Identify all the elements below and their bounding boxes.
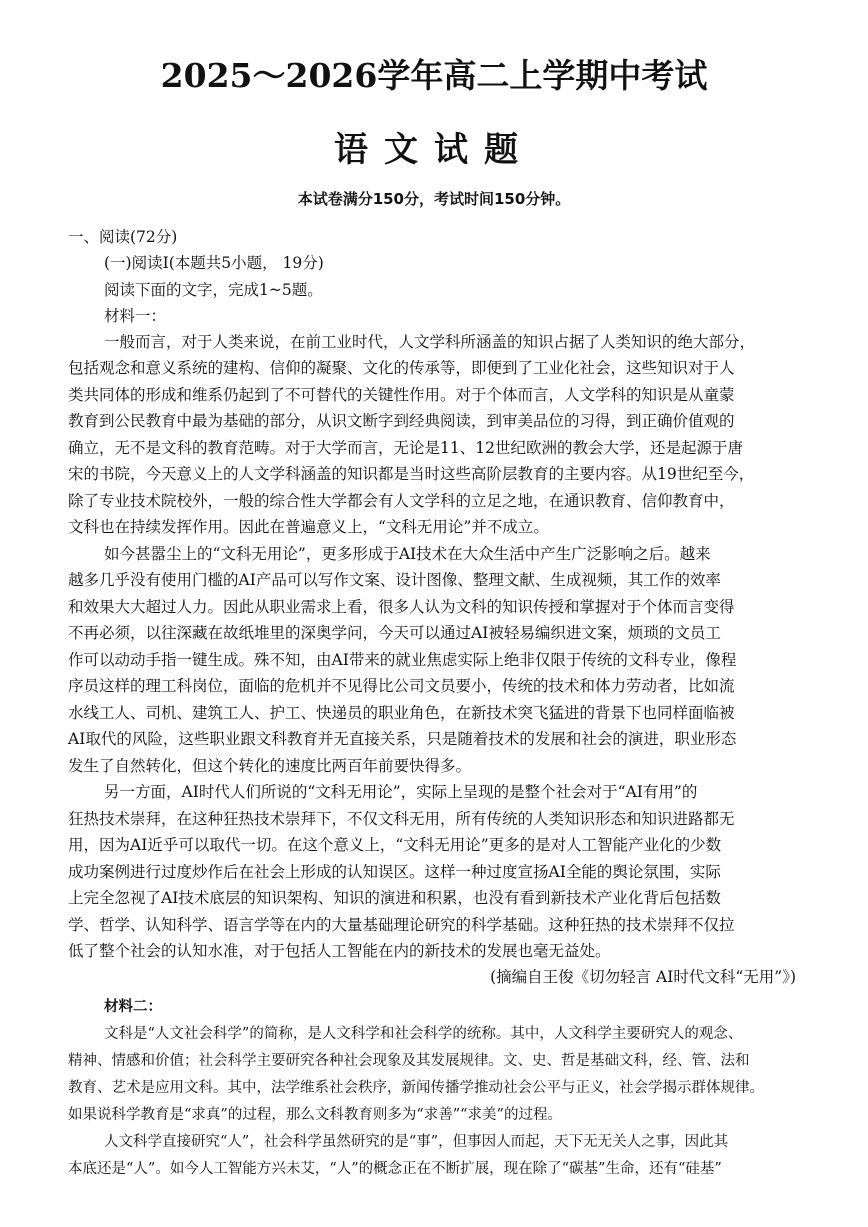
material1-line: 宋的书院，今天意义上的人文学科涵盖的知识都是当时这些高阶层教育的主要内容。从19世纪至今， xyxy=(68,465,755,483)
material1-line: 类共同体的形成和维系仍起到了不可替代的关键性作用。对于个体而言，人文学科的知识是从童蒙 xyxy=(68,386,735,404)
material2-line: 人文科学直接研究“人”，社会科学虽然研究的是“事”，但事因人而起，天下无无关人之事，因此其 xyxy=(104,1134,729,1150)
material1-source: (摘编自王俊《切勿轻言 AI时代文科“无用”》) xyxy=(490,968,796,986)
material2-line: 如果说科学教育是“求真”的过程，那么文科教育则多为“求善”“求美”的过程。 xyxy=(68,1107,562,1123)
material2-line: 本底还是“人”。如今人工智能方兴未艾，“人”的概念正在不断扩展，现在除了“碳基”生命，还有“硅基” xyxy=(68,1161,722,1177)
material1-line: 如今甚嚣尘上的“文科无用论”，更多形成于AI技术在大众生活中产生广泛影响之后。越来 xyxy=(104,545,711,563)
material1-line: 一般而言，对于人类来说，在前工业时代，人文学科所涵盖的知识占据了人类知识的绝大部分， xyxy=(104,333,756,351)
material2-label: 材料二： xyxy=(104,999,162,1015)
material1-line: 确立，无不是文科的教育范畴。对于大学而言，无论是11、12世纪欧洲的教会大学，还是起源于唐 xyxy=(68,439,743,457)
material1-label: 材料一： xyxy=(104,307,167,325)
material1-line: 越多几乎没有使用门槛的AI产品可以写作文案、设计图像、整理文献、生成视频，其工作的效率 xyxy=(68,571,721,589)
material2-line: 文科是“人文社会科学”的简称，是人文科学和社会科学的统称。其中，人文科学主要研究人的观念、 xyxy=(104,1026,743,1042)
material1-line: 学、哲学、认知科学、语言学等在内的大量基础理论研究的科学基础。这种狂热的技术崇拜不仅拉 xyxy=(68,916,735,934)
material1-line: 成功案例进行过度炒作后在社会上形成的认知误区。这样一种过度宣扬AI全能的舆论氛围，实际 xyxy=(68,863,721,881)
material1-line: 狂热技术崇拜，在这种狂热技术崇拜下，不仅文科无用，所有传统的人类知识形态和知识进路都无 xyxy=(68,810,735,828)
section-heading: 一、阅读(72分) xyxy=(68,228,178,246)
material1-line: 序员这样的理工科岗位，面临的危机并不见得比公司文员要小，传统的技术和体力劳动者，比如流 xyxy=(68,677,735,695)
material1-line: 另一方面，AI时代人们所说的“文科无用论”，实际上呈现的是整个社会对于“AI有用”的 xyxy=(104,783,698,801)
material1-line: 用，因为AI近乎可以取代一切。在这个意义上，“文科无用论”更多的是对人工智能产业化的少数 xyxy=(68,836,722,854)
material1-line: 除了专业技术院校外，一般的综合性大学都会有人文学科的立足之地，在通识教育、信仰教育中， xyxy=(68,492,735,510)
material1-line: 作可以动动手指一键生成。殊不知，由AI带来的就业焦虑实际上绝非仅限于传统的文科专业，像程 xyxy=(68,651,737,669)
material1-line: 包括观念和意义系统的建构、信仰的凝聚、文化的传承等，即便到了工业化社会，这些知识对于人 xyxy=(68,359,735,377)
exam-title: 2025～2026学年高二上学期中考试 xyxy=(160,56,708,95)
material1-line: 文科也在持续发挥作用。因此在普遍意义上，“文科无用论”并不成立。 xyxy=(68,518,549,536)
material1-line: 和效果大大超过人力。因此从职业需求上看，很多人认为文科的知识传授和掌握对于个体而言变得 xyxy=(68,598,735,616)
instruction: 阅读下面的文字，完成1~5题。 xyxy=(104,281,323,299)
material1-line: AI取代的风险，这些职业跟文科教育并无直接关系，只是随着技术的发展和社会的演进，职业形态 xyxy=(68,730,737,748)
material1-line: 低了整个社会的认知水准，对于包括人工智能在内的新技术的发展也毫无益处。 xyxy=(68,942,611,960)
exam-subtitle: 语文试题 xyxy=(334,130,534,170)
material1-line: 发生了自然转化，但这个转化的速度比两百年前要快得多。 xyxy=(68,757,472,775)
material2-line: 教育、艺术是应用文科。其中，法学维系社会秩序，新闻传播学推动社会公平与正义，社会学揭示群体规律。 xyxy=(68,1080,764,1096)
material1-line: 不再必须，以往深藏在故纸堆里的深奥学问，今天可以通过AI被轻易编织进文案，烦琐的文员工 xyxy=(68,624,721,642)
part-heading: (一)阅读Ⅰ(本题共5小题， 19分) xyxy=(104,254,324,272)
material1-line: 教育到公民教育中最为基础的部分，从识文断字到经典阅读，到审美品位的习得，到正确价值观的 xyxy=(68,412,735,430)
exam-note: 本试卷满分150分，考试时间150分钟。 xyxy=(297,190,571,208)
material2-line: 精神、情感和价值；社会科学主要研究各种社会现象及其发展规律。文、史、哲是基础文科，经、管、法和 xyxy=(68,1053,750,1069)
material1-line: 上完全忽视了AI技术底层的知识架构、知识的演进和积累，也没有看到新技术产业化背后包括数 xyxy=(68,889,721,907)
material1-line: 水线工人、司机、建筑工人、护工、快递员的职业角色，在新技术突飞猛进的背景下也同样面临被 xyxy=(68,704,735,722)
